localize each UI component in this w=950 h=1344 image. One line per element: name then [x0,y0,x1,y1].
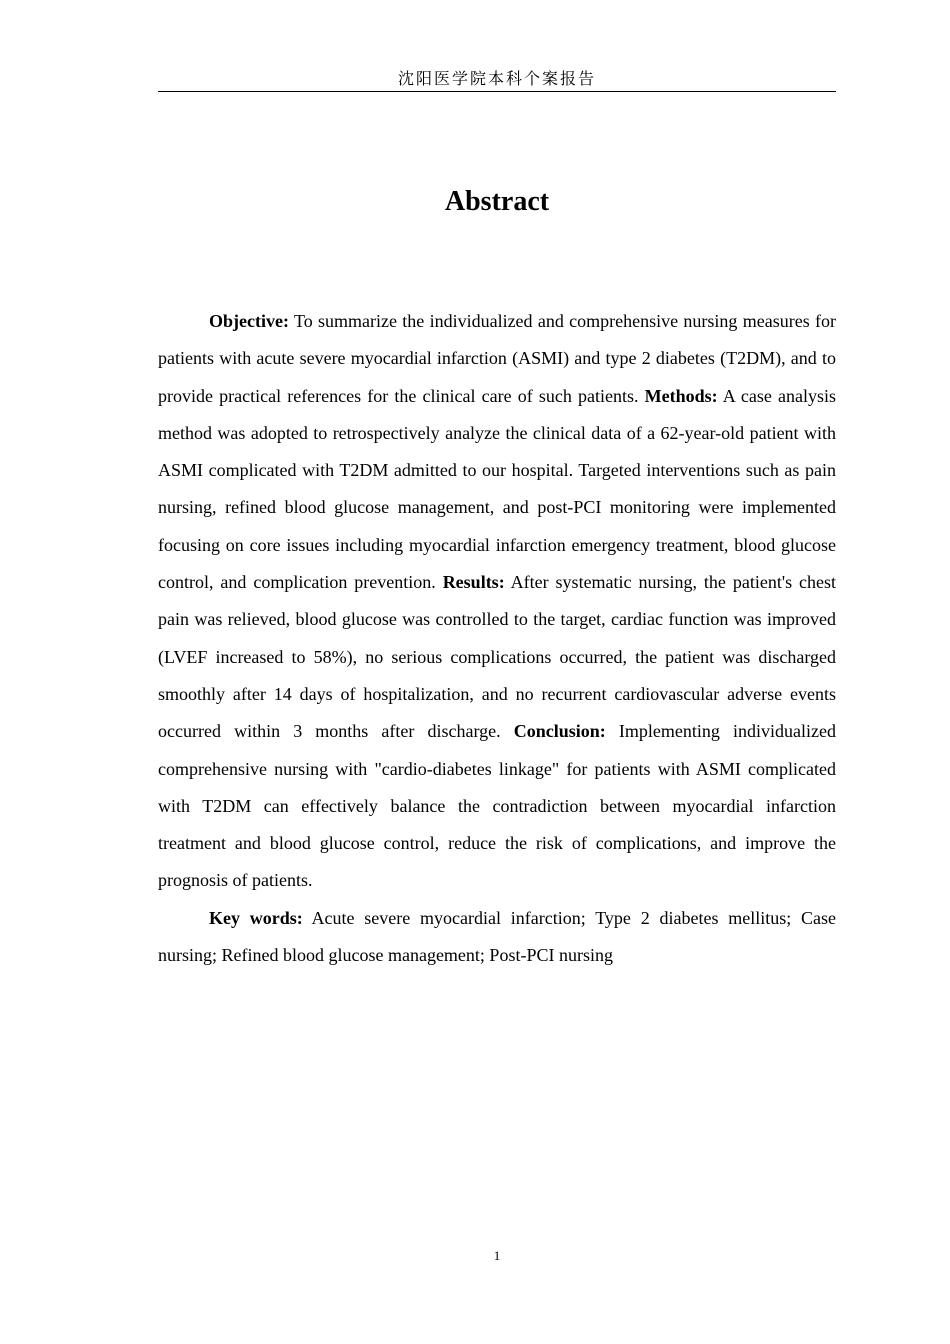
methods-label: Methods: [644,385,718,406]
conclusion-text: Implementing individualized comprehensive nursing with "cardio-diabetes linkage" for patients with ASMI complicated with T2DM can effectively balance the contradiction between myocardial infarction treatment and blood glucose control, reduce the risk of complications, and improve the prognosis of patients. [158,721,836,891]
results-label: Results: [442,572,505,593]
objective-label: Objective: [209,311,289,331]
objective-text: To summarize the individualized and comprehensive nursing measures for patients with acute severe myocardial infarction (ASMI) and type 2 diabetes (T2DM), and to provide practical references for the clinical care of such patients. [158,311,836,406]
page-title: Abstract [444,186,550,217]
keywords-text: Acute severe myocardial infarction; Type 2 diabetes mellitus; Case nursing; Refined blood glucose management; Post-PCI nursing [158,907,836,966]
abstract-body [158,303,836,974]
header-divider [158,91,836,92]
page-number: 1 [493,1248,501,1263]
results-text: After systematic nursing, the patient's chest pain was relieved, blood glucose was controlled to the target, cardiac function was improved (LVEF increased to 58%), no serious complications occurred, the patient was discharged smoothly after 14 days of hospitalization, and no recurrent cardiovascular adverse events occurred within 3 months after discharge. [158,572,837,742]
page-header: 沈阳医学院本科个案报告 [397,69,596,88]
conclusion-label: Conclusion: [513,721,606,742]
abstract-paragraph [158,303,836,900]
keywords-paragraph [158,900,836,975]
methods-text: A case analysis method was adopted to retrospectively analyze the clinical data of a 62-year-old patient with ASMI complicated with T2DM admitted to our hospital. Targeted interventions such as pain nursing, refined blood glucose management, and post-PCI monitoring were implemented focusing on core issues including myocardial infarction emergency treatment, blood glucose control, and complication prevention. [158,385,836,593]
keywords-label: Key words: [209,907,303,928]
